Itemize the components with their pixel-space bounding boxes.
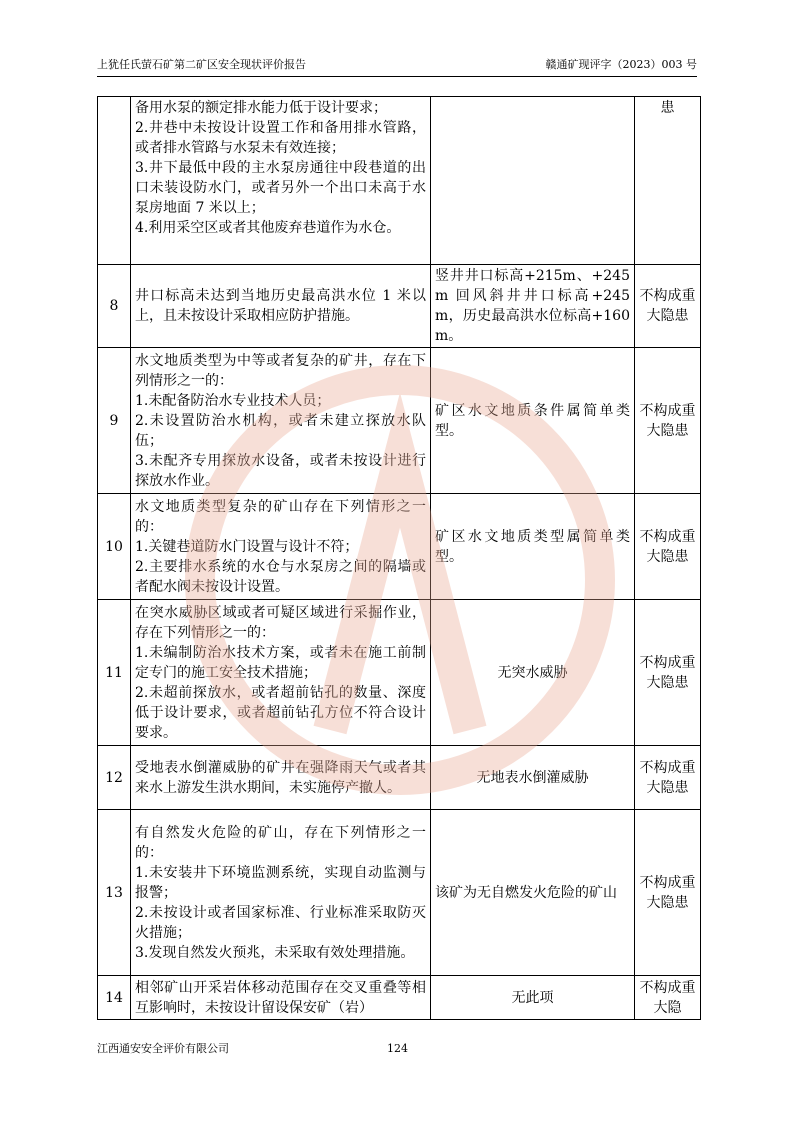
status-cell: 竖井井口标高+215m、+245m 回风斜井井口标高+245m，历史最高洪水位标高+160m。 xyxy=(431,265,635,348)
condition-line: 4.利用采空区或者其他废弃巷道作为水仓。 xyxy=(135,220,401,236)
condition-line: 2.未设置防治水机构，或者未建立探放水队伍； xyxy=(135,412,426,449)
table-row xyxy=(98,746,701,810)
condition-cell xyxy=(131,494,431,600)
condition-line: 1.未安装井下环境监测系统，实现自动监测与报警； xyxy=(135,864,426,901)
condition-line: 1.关键巷道防水门设置与设计不符； xyxy=(135,538,359,555)
row-number-cell: 9 xyxy=(98,348,131,494)
header-rule xyxy=(97,76,697,77)
table-row xyxy=(98,600,701,746)
footer-company: 江西通安安全评价有限公司 xyxy=(97,1042,229,1055)
result-cell: 不构成重大隐患 xyxy=(635,810,701,976)
condition-cell xyxy=(131,976,431,1020)
result-cell: 不构成重大隐患 xyxy=(635,746,701,810)
result-cell: 不构成重大隐患 xyxy=(635,600,701,746)
table-row xyxy=(98,810,701,976)
status-cell xyxy=(431,97,635,265)
page-number: 124 xyxy=(387,1042,408,1055)
result-cell: 患 xyxy=(635,97,701,265)
hazard-table xyxy=(97,96,701,1020)
condition-cell xyxy=(131,265,431,348)
condition-cell xyxy=(131,810,431,976)
table-row xyxy=(98,976,701,1020)
result-cell: 不构成重大隐患 xyxy=(635,494,701,600)
condition-line: 1.未编制防治水技术方案，或者未在施工前制定专门的施工安全技术措施； xyxy=(135,644,426,681)
condition-line: 在突水威胁区域或者可疑区域进行采掘作业，存在下列情形之一的： xyxy=(135,604,426,641)
table-row xyxy=(98,97,701,265)
row-number-cell: 10 xyxy=(98,494,131,600)
condition-cell xyxy=(131,600,431,746)
condition-line: 3.井下最低中段的主水泵房通往中段巷道的出口未装设防水门，或者另外一个出口未高于水泵房地面 7 米以上； xyxy=(135,160,426,216)
status-cell: 无突水威胁 xyxy=(431,600,635,746)
result-cell: 不构成重大隐 xyxy=(635,976,701,1020)
condition-line: 2.未超前探放水，或者超前钻孔的数量、深度低于设计要求，或者超前钻孔方位不符合设计要求。 xyxy=(135,684,426,741)
condition-line: 2.未按设计或者国家标准、行业标准采取防灭火措施； xyxy=(135,904,426,941)
condition-line: 1.未配备防治水专业技术人员； xyxy=(135,392,331,409)
condition-line: 有自然发火危险的矿山，存在下列情形之一的： xyxy=(135,824,426,861)
condition-line: 备用水泵的额定排水能力低于设计要求； xyxy=(135,100,387,116)
row-number-cell: 8 xyxy=(98,265,131,348)
condition-line: 井口标高未达到当地历史最高洪水位 1 米以上，且未按设计采取相应防护措施。 xyxy=(135,288,426,324)
status-cell: 矿区水文地质类型属简单类型。 xyxy=(431,494,635,600)
result-cell: 不构成重大隐患 xyxy=(635,348,701,494)
condition-line: 相邻矿山开采岩体移动范围存在交叉重叠等相互影响时，未按设计留设保安矿（岩） xyxy=(135,979,426,1016)
condition-line: 2.井巷中未按设计设置工作和备用排水管路，或者排水管路与水泵未有效连接； xyxy=(135,120,426,156)
status-cell: 矿区水文地质条件属简单类型。 xyxy=(431,348,635,494)
row-number-cell: 13 xyxy=(98,810,131,976)
condition-line: 水文地质类型复杂的矿山存在下列情形之一的： xyxy=(135,498,426,535)
condition-cell xyxy=(131,348,431,494)
condition-line: 受地表水倒灌威胁的矿井在强降雨天气或者其来水上游发生洪水期间，未实施停产撤人。 xyxy=(135,759,426,796)
table-row xyxy=(98,348,701,494)
condition-cell xyxy=(131,97,431,265)
table-row xyxy=(98,494,701,600)
condition-line: 3.发现自然发火预兆，未采取有效处理措施。 xyxy=(135,944,415,961)
report-number: 赣通矿现评字（2023）003 号 xyxy=(545,58,697,71)
row-number-cell: 11 xyxy=(98,600,131,746)
status-cell: 无地表水倒灌威胁 xyxy=(431,746,635,810)
condition-line: 3.未配齐专用探放水设备，或者未按设计进行探放水作业。 xyxy=(135,452,426,489)
result-cell: 不构成重大隐患 xyxy=(635,265,701,348)
row-number-cell: 12 xyxy=(98,746,131,810)
condition-line: 2.主要排水系统的水仓与水泵房之间的隔墙或者配水阀未按设计设置。 xyxy=(135,558,426,595)
row-number-cell: 14 xyxy=(98,976,131,1020)
status-cell: 无此项 xyxy=(431,976,635,1020)
status-cell: 该矿为无自燃发火危险的矿山 xyxy=(431,810,635,976)
report-title: 上犹任氏萤石矿第二矿区安全现状评价报告 xyxy=(97,58,306,71)
condition-line: 水文地质类型为中等或者复杂的矿井，存在下列情形之一的： xyxy=(135,352,426,389)
condition-cell xyxy=(131,746,431,810)
row-number-cell xyxy=(98,97,131,265)
table-row xyxy=(98,265,701,348)
